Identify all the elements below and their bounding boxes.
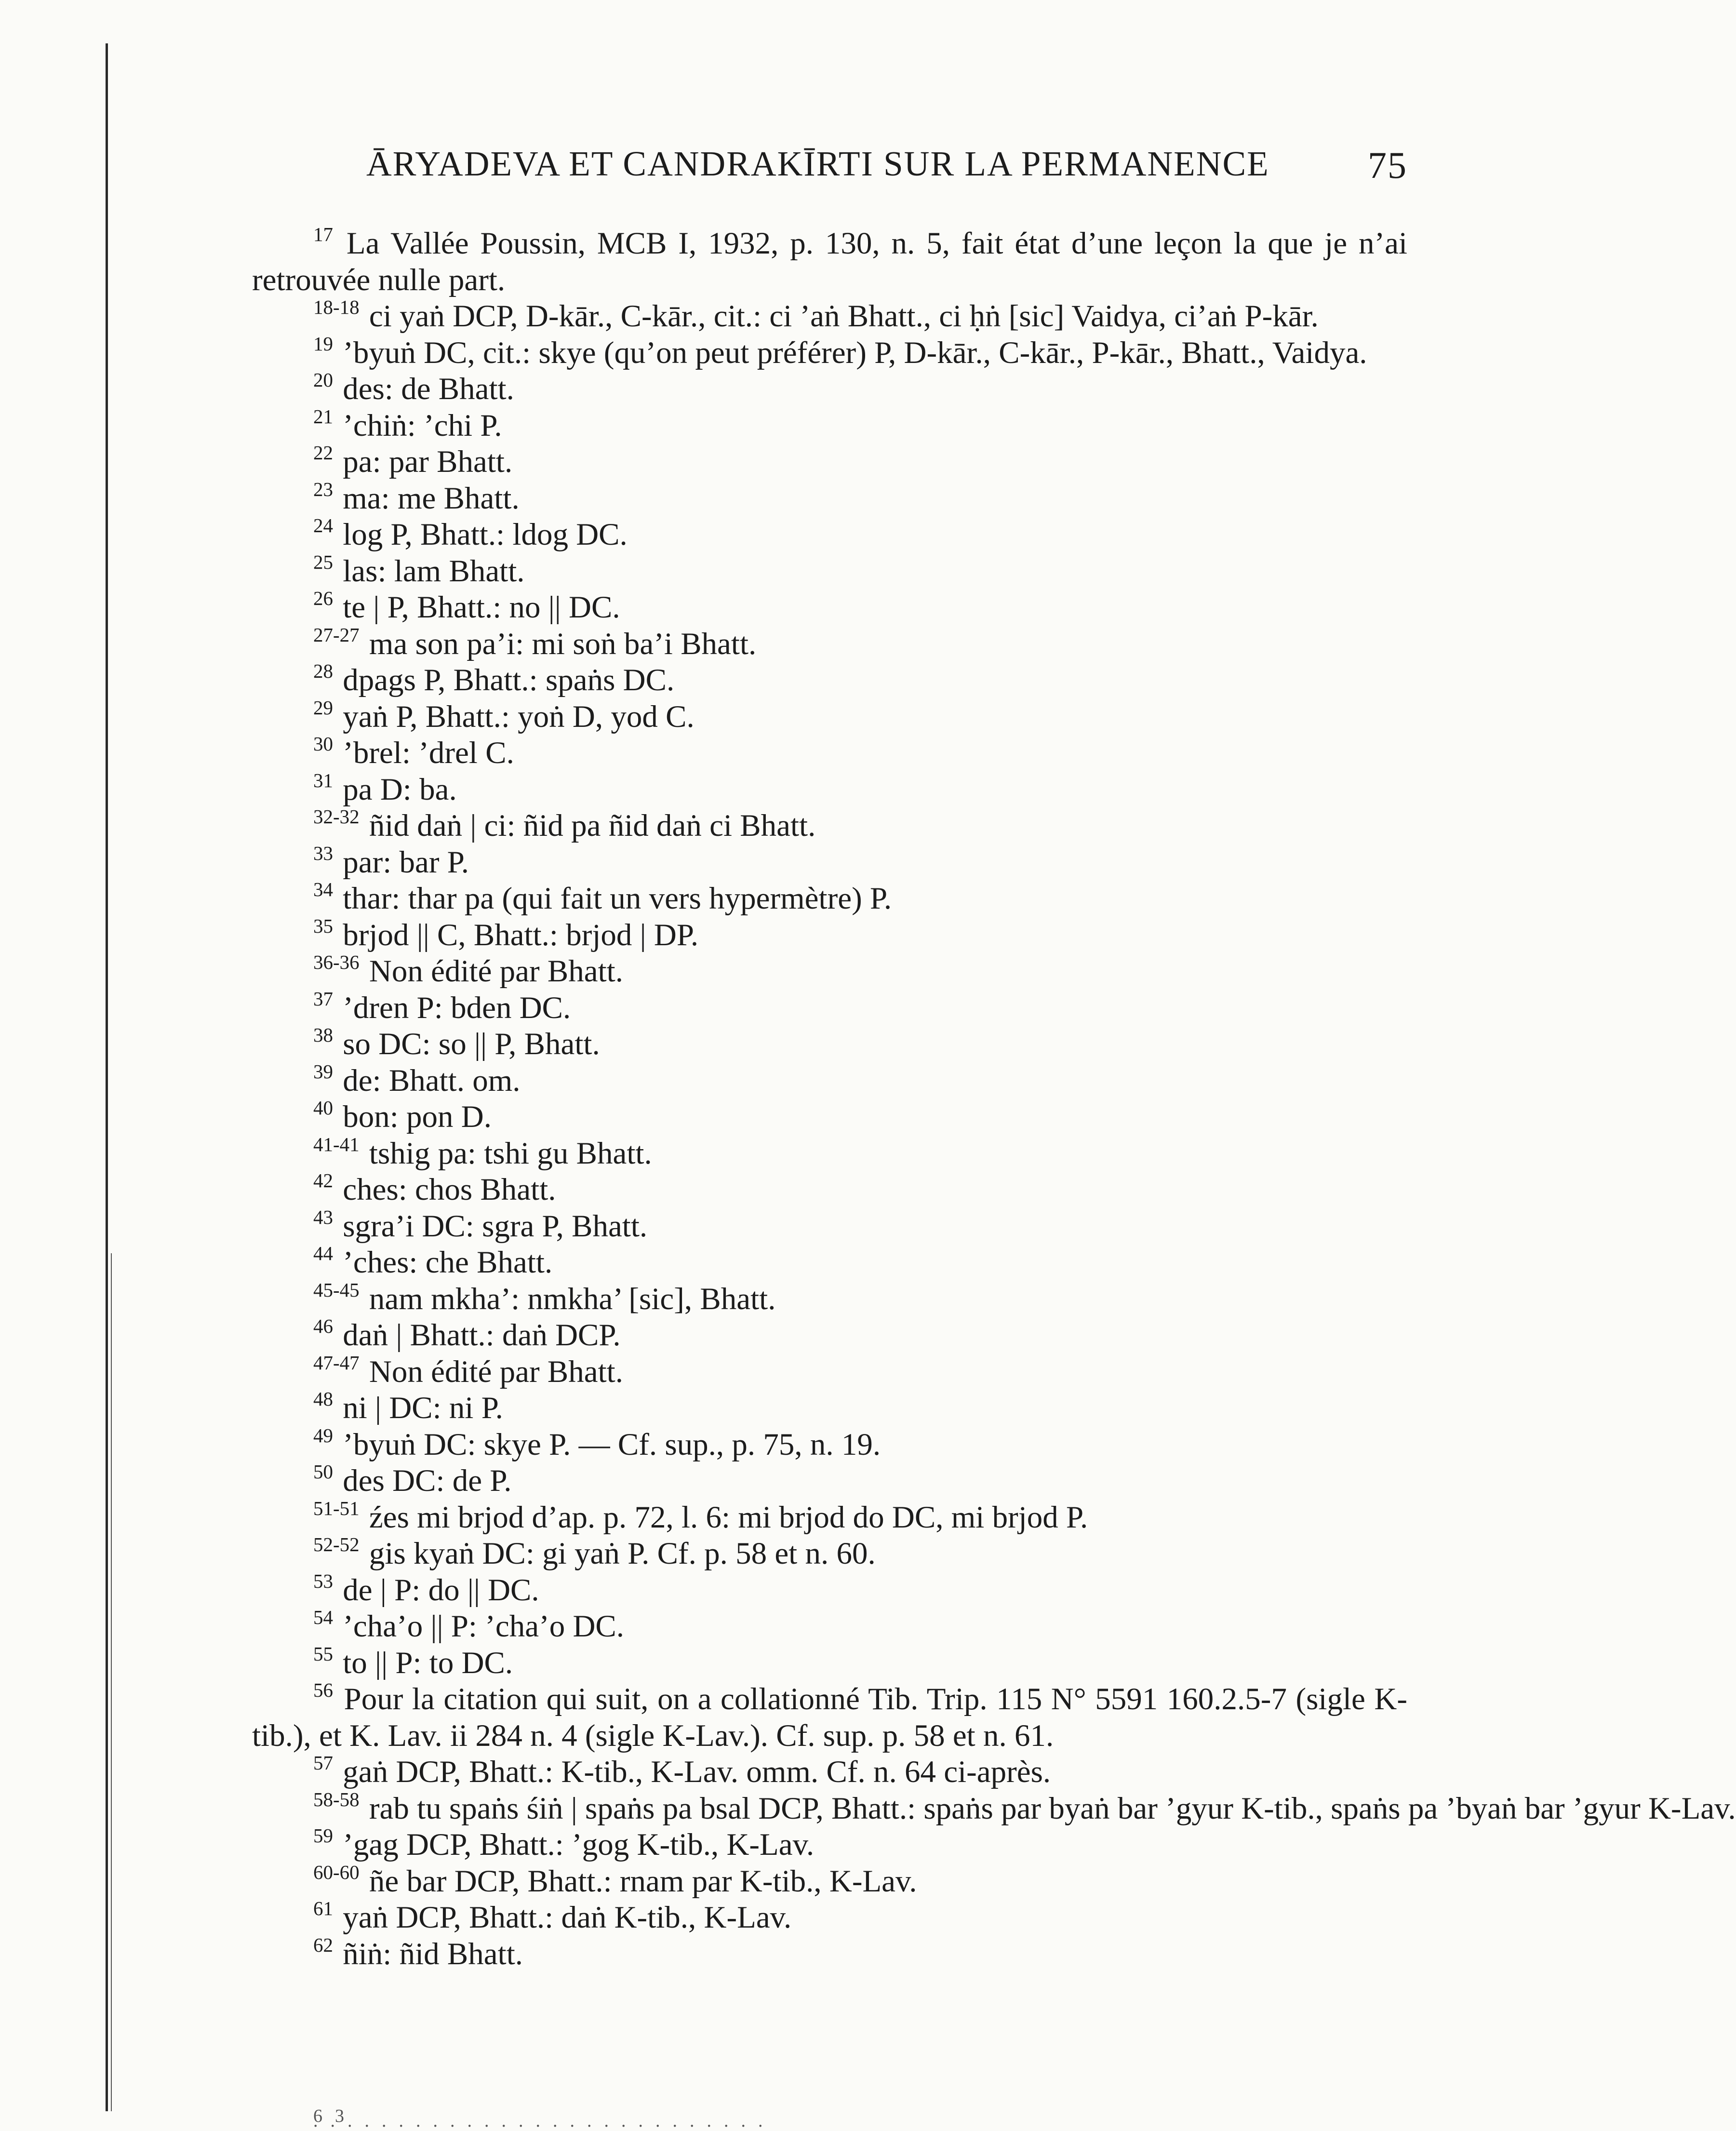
footnote-text: źes mi brjod d’ap. p. 72, l. 6: mi brjod do DC, mi brjod P. <box>369 1500 1088 1535</box>
footnote-text: yaṅ DCP, Bhatt.: daṅ K-tib., K-Lav. <box>343 1900 792 1935</box>
footnote <box>252 550 1407 590</box>
footnote <box>252 1863 1407 1900</box>
footnote-number: 22 <box>313 442 333 464</box>
footnote-number: 50 <box>313 1461 333 1483</box>
footnote <box>252 953 1407 990</box>
footnote-text: yaṅ P, Bhatt.: yoṅ D, yod C. <box>343 699 694 734</box>
footnote <box>252 371 1407 408</box>
footnote-number: 45-45 <box>313 1278 360 1301</box>
footnote-text: des DC: de P. <box>343 1463 512 1498</box>
footnote-text: to || P: to DC. <box>343 1645 513 1680</box>
footnote-number: 32-32 <box>313 805 360 828</box>
footnote-number: 34 <box>313 878 333 900</box>
footnote-text: las: lam Bhatt. <box>343 553 525 589</box>
footnote-text: par: bar P. <box>343 844 469 880</box>
footnote-number: 21 <box>313 405 333 428</box>
footnote <box>252 298 1407 335</box>
cut-off-footnote-line: 63 ........................... <box>313 2106 775 2131</box>
footnote-text: ñiṅ: ñid Bhatt. <box>343 1936 523 1971</box>
footnote-number: 17 <box>313 223 333 245</box>
footnote-number: 58-58 <box>313 1788 360 1810</box>
footnote <box>252 514 1407 553</box>
footnote-number: 35 <box>313 914 333 937</box>
footnote-number: 33 <box>313 842 333 864</box>
footnote-text: ñe bar DCP, Bhatt.: rnam par K-tib., K-Lav. <box>369 1863 917 1899</box>
footnote-text: ’brel: ’drel C. <box>343 736 514 770</box>
footnote-text: te | P, Bhatt.: no || DC. <box>343 590 620 625</box>
footnotes-list <box>252 223 1736 1972</box>
footnote-number: 25 <box>313 550 333 573</box>
footnote-text: thar: thar pa (qui fait un vers hypermètre) P. <box>343 881 892 916</box>
footnote <box>252 696 1407 736</box>
footnote <box>252 478 1407 517</box>
footnote-text: ma: me Bhatt. <box>343 481 520 516</box>
footnote-text: ’byuṅ DC, cit.: skye (qu’on peut préférer) P, D-kār., C-kār., P-kār., Bhatt., Vaidya. <box>343 335 1367 370</box>
footnote-text: rab tu spaṅs śiṅ | spaṅs pa bsal DCP, Bhatt.: spaṅs par byaṅ bar ’gyur K-tib., spaṅs pa ’byaṅ bar ’gyur K-Lav. <box>369 1791 1736 1826</box>
footnote-number: 56 <box>313 1679 333 1701</box>
footnote-number: 60-60 <box>313 1861 360 1883</box>
footnote <box>252 844 1407 881</box>
footnote-number: 23 <box>313 478 333 500</box>
footnote-text: ches: chos Bhatt. <box>343 1172 556 1207</box>
footnote-text: sgra’i DC: sgra P, Bhatt. <box>343 1208 648 1244</box>
footnote <box>252 662 1407 699</box>
footnote <box>252 1533 1407 1572</box>
footnote <box>252 1933 1407 1973</box>
footnote-number: 53 <box>313 1569 333 1592</box>
footnote-number: 61 <box>313 1897 333 1919</box>
footnote-number: 40 <box>313 1097 333 1119</box>
footnote-number: 24 <box>313 514 333 536</box>
footnote-text: de: Bhatt. om. <box>343 1063 521 1098</box>
footnote <box>252 1242 1407 1281</box>
footnote <box>252 914 1407 954</box>
footnote-text: tshig pa: tshi gu Bhatt. <box>369 1136 652 1171</box>
footnote <box>252 1390 1407 1427</box>
footnote-text: so DC: so || P, Bhatt. <box>343 1027 600 1061</box>
footnote-text: ’cha’o || P: ’cha’o DC. <box>343 1609 625 1644</box>
footnote <box>252 623 1407 663</box>
footnote-number: 20 <box>313 369 333 391</box>
footnote-number: 42 <box>313 1169 333 1192</box>
footnote <box>252 1497 1407 1536</box>
footnote-text: ’byuṅ DC: skye P. — Cf. sup., p. 75, n. 19. <box>343 1427 881 1462</box>
footnote-number: 31 <box>313 769 333 791</box>
footnote-number: 26 <box>313 587 333 609</box>
footnote-number: 18-18 <box>313 296 360 318</box>
footnote <box>252 587 1407 626</box>
footnote-number: 38 <box>313 1024 333 1046</box>
footnote-text: pa D: ba. <box>343 772 457 807</box>
footnote-text: de | P: do || DC. <box>343 1572 539 1608</box>
footnote <box>252 878 1407 917</box>
footnote-text: daṅ | Bhatt.: daṅ DCP. <box>343 1318 621 1353</box>
footnote-text: Non édité par Bhatt. <box>369 1354 623 1389</box>
footnote-number: 62 <box>313 1933 333 1956</box>
footnote <box>252 405 1407 444</box>
running-header <box>366 144 1407 197</box>
footnote-text: nam mkha’: nmkha’ [sic], Bhatt. <box>369 1281 776 1316</box>
footnote <box>252 1569 1407 1609</box>
footnote-number: 55 <box>313 1642 333 1665</box>
footnote-text: gaṅ DCP, Bhatt.: K-tib., K-Lav. omm. Cf. n. 64 ci-après. <box>343 1755 1051 1789</box>
footnote-number: 57 <box>313 1752 333 1774</box>
footnote-number: 41-41 <box>313 1133 360 1155</box>
footnote-text: ma son pa’i: mi soṅ ba’i Bhatt. <box>369 626 757 661</box>
footnote <box>252 1463 1407 1500</box>
footnote-number: 30 <box>313 733 333 755</box>
footnote <box>252 735 1407 772</box>
footnote <box>252 1133 1407 1172</box>
footnote-number: 39 <box>313 1060 333 1083</box>
footnote-text: ’gag DCP, Bhatt.: ’gog K-tib., K-Lav. <box>343 1827 815 1862</box>
footnote-number: 29 <box>313 696 333 719</box>
footnote-text: La Vallée Poussin, MCB I, 1932, p. 130, n. 5, fait état d’une leçon la que je n’ai retrouvée nulle part. <box>252 226 1416 297</box>
footnote <box>252 1754 1407 1791</box>
running-title: ĀRYADEVA ET CANDRAKĪRTI SUR LA PERMANENCE <box>366 144 1269 183</box>
footnote <box>252 1424 1407 1463</box>
footnote-text: ni | DC: ni P. <box>343 1391 503 1425</box>
footnote-text: ’ches: che Bhatt. <box>343 1245 553 1280</box>
footnote-number: 44 <box>313 1242 333 1264</box>
footnote-text: ci yaṅ DCP, D-kār., C-kār., cit.: ci ’aṅ Bhatt., ci ḥṅ [sic] Vaidya, ci’aṅ P-kār. <box>369 299 1319 334</box>
footnote <box>252 1060 1407 1099</box>
page-number: 75 <box>1368 144 1407 186</box>
footnote-text: des: de Bhatt. <box>343 372 514 406</box>
footnote-number: 52-52 <box>313 1533 360 1555</box>
footnote-number: 51-51 <box>313 1497 360 1519</box>
footnote-number: 48 <box>313 1388 333 1410</box>
footnote-number: 54 <box>313 1606 333 1628</box>
footnote <box>252 1026 1407 1063</box>
footnote <box>252 1278 1407 1318</box>
footnote-text: dpags P, Bhatt.: spaṅs DC. <box>343 663 675 697</box>
footnote <box>252 805 1407 844</box>
footnote <box>252 1642 1407 1682</box>
footnote-text: Non édité par Bhatt. <box>369 954 623 989</box>
footnote-number: 27-27 <box>313 623 360 646</box>
footnote <box>252 332 1407 372</box>
footnote-number: 49 <box>313 1424 333 1447</box>
footnote-number: 36-36 <box>313 951 360 973</box>
footnote <box>252 1608 1407 1645</box>
binding-edge-line <box>106 43 108 2111</box>
footnote <box>252 987 1407 1027</box>
footnote <box>252 1897 1407 1936</box>
footnote-number: 19 <box>313 332 333 355</box>
footnote-number: 37 <box>313 987 333 1010</box>
footnote <box>252 1788 1736 1827</box>
footnote <box>252 444 1407 481</box>
footnote-text: log P, Bhatt.: ldog DC. <box>343 517 628 552</box>
binding-edge-line-inner <box>111 1253 112 2111</box>
footnote-text: ’dren P: bden DC. <box>343 990 571 1025</box>
footnote <box>252 1681 1407 1754</box>
footnote-number: 47-47 <box>313 1351 360 1374</box>
footnote-text: Pour la citation qui suit, on a collationné Tib. Trip. 115 N° 5591 160.2.5-7 (sigle K-tib.), et K. Lav. ii 284 n. 4 (sigle K-Lav.). Cf. sup. p. 58 et n. 61. <box>252 1682 1408 1753</box>
footnote <box>252 769 1407 808</box>
footnote <box>252 1208 1407 1245</box>
footnote <box>252 223 1416 298</box>
footnote <box>252 1824 1407 1863</box>
footnote-text: pa: par Bhatt. <box>343 444 513 479</box>
footnote <box>252 1317 1407 1354</box>
footnote <box>252 1099 1407 1136</box>
footnote-number: 28 <box>313 660 333 682</box>
footnote-text: brjod || C, Bhatt.: brjod | DP. <box>343 917 699 952</box>
footnote-text: bon: pon D. <box>343 1099 492 1134</box>
footnote-text: gis kyaṅ DC: gi yaṅ P. Cf. p. 58 et n. 60. <box>369 1536 876 1571</box>
footnote-number: 59 <box>313 1824 333 1847</box>
footnote-number: 46 <box>313 1315 333 1337</box>
footnote-number: 43 <box>313 1206 333 1228</box>
footnote-text: ’chiṅ: ’chi P. <box>343 408 502 443</box>
footnote-text: ñid daṅ | ci: ñid pa ñid daṅ ci Bhatt. <box>369 808 816 843</box>
footnote <box>252 1169 1407 1208</box>
footnote <box>252 1351 1407 1391</box>
